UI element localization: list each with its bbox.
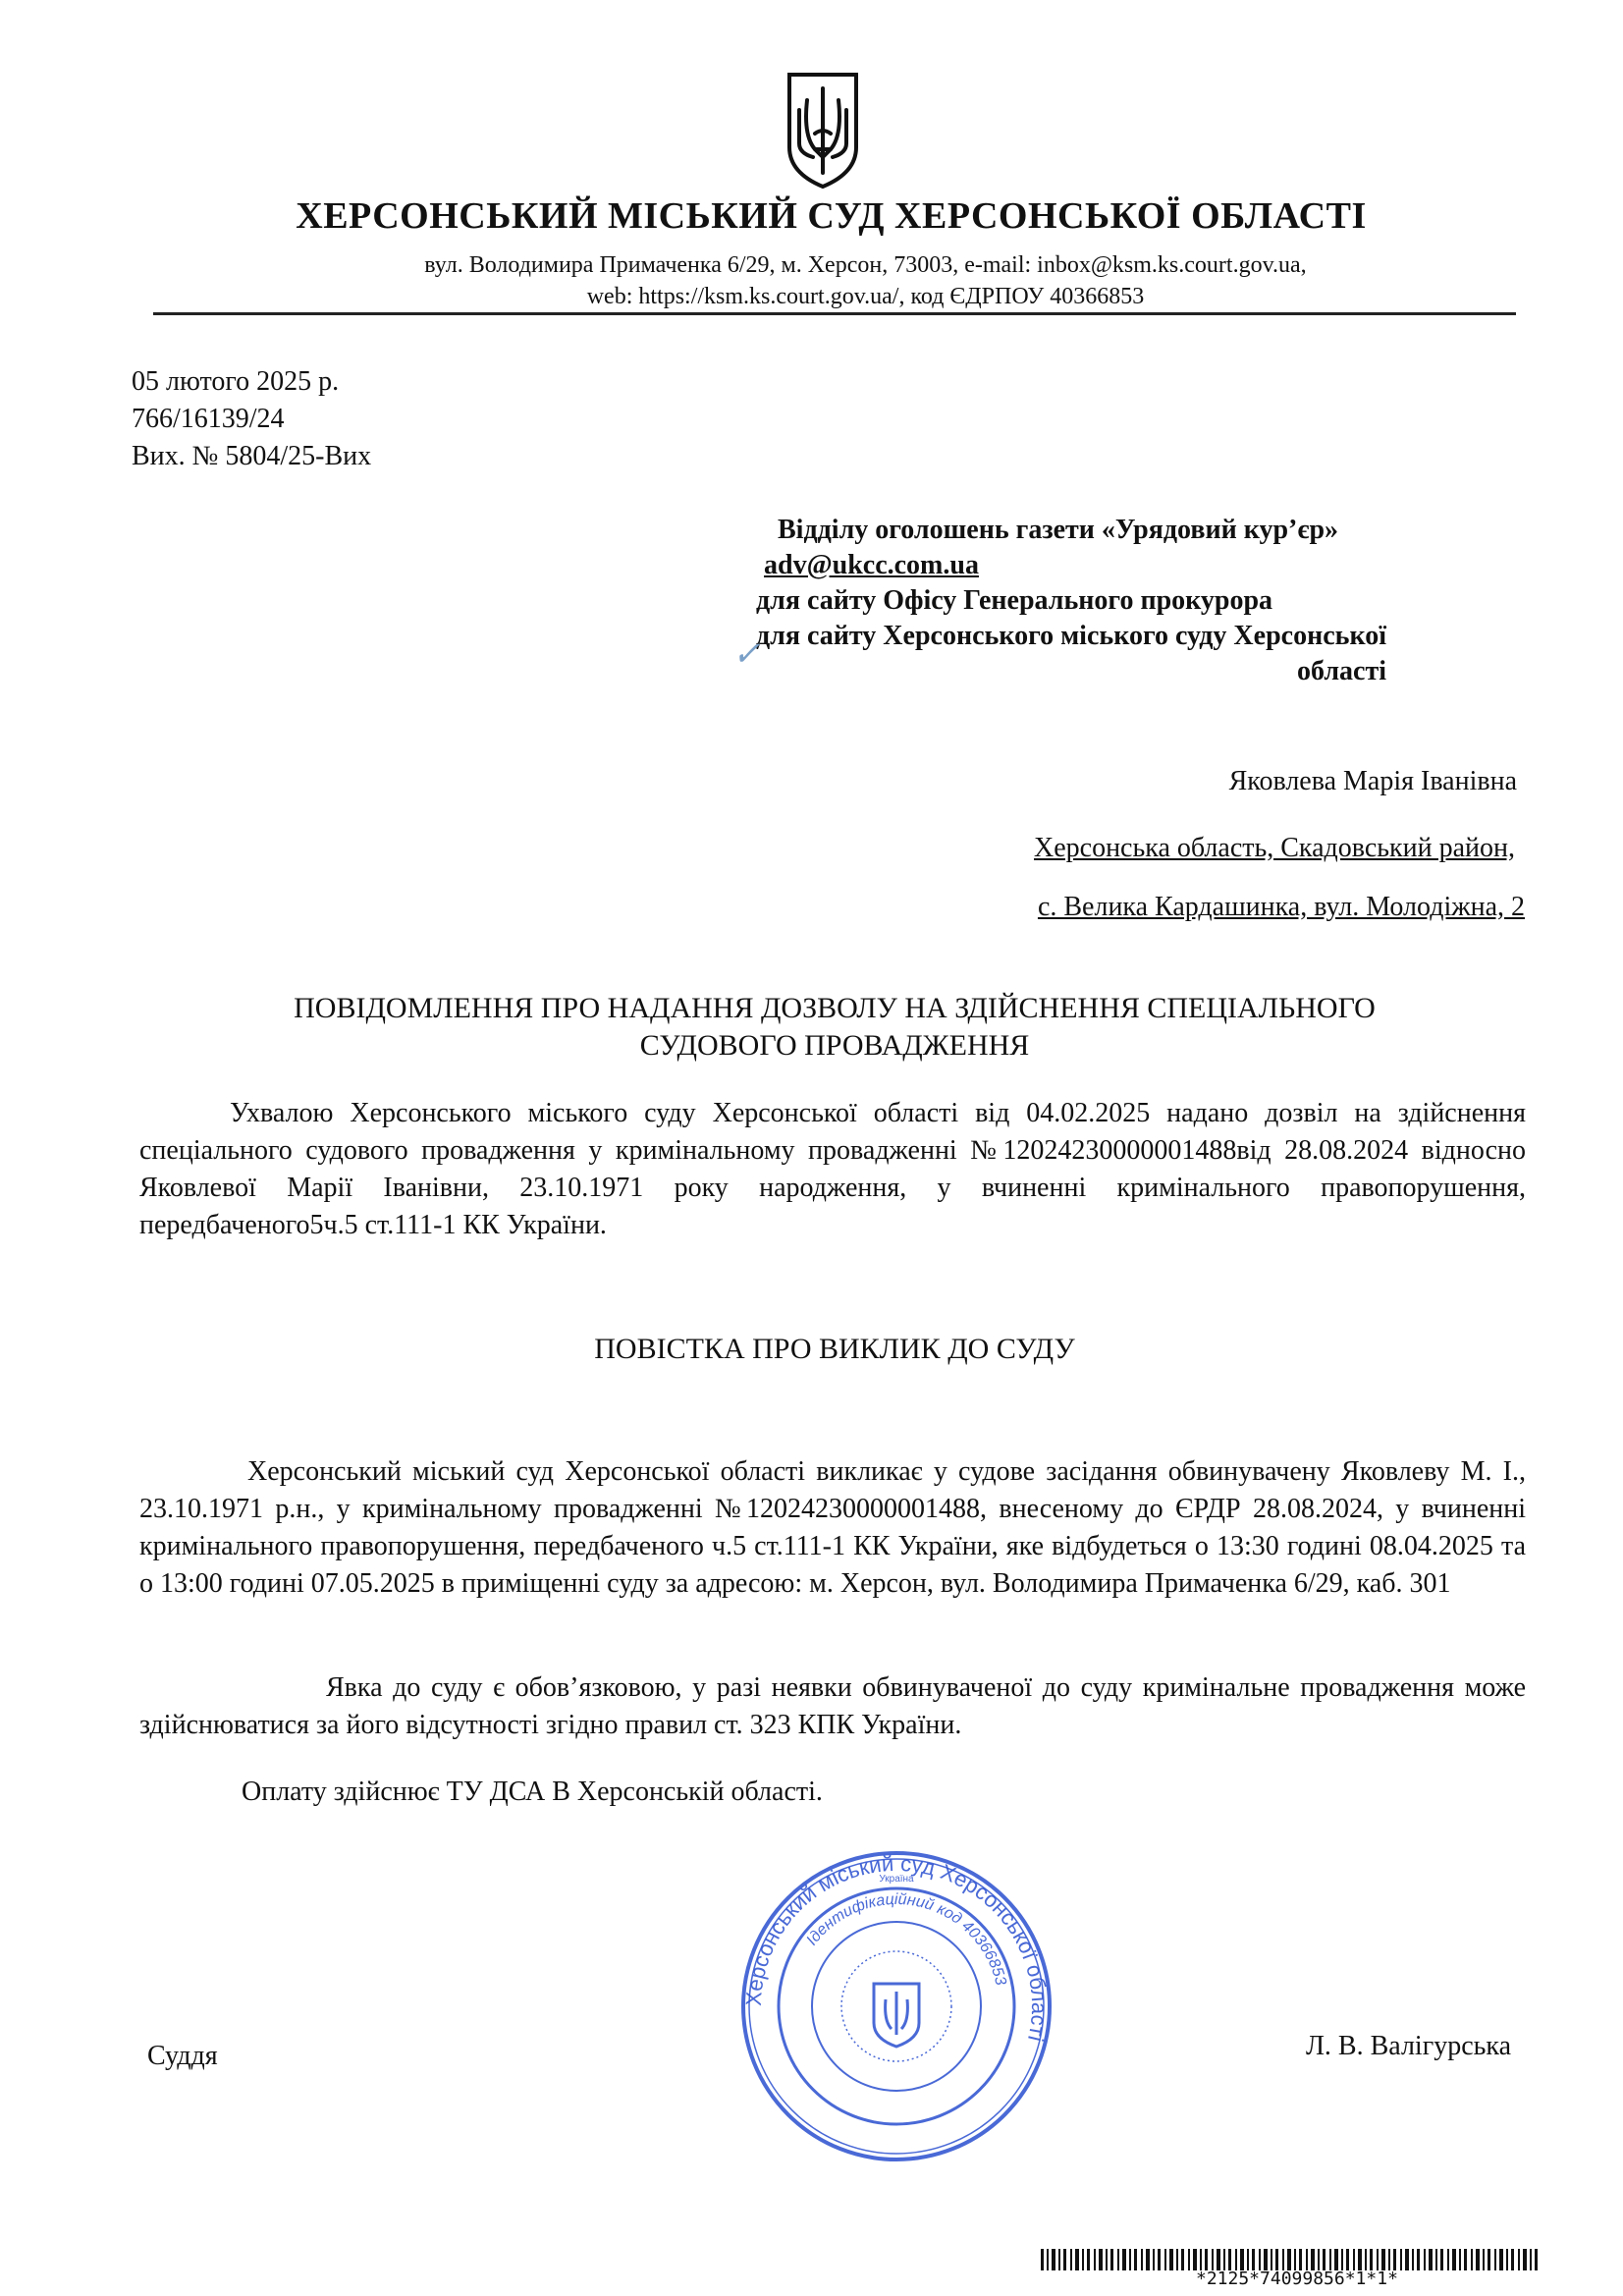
notice-title-line1: ПОВІДОМЛЕННЯ ПРО НАДАННЯ ДОЗВОЛУ НА ЗДІЙСНЕННЯ СПЕЦІАЛЬНОГО	[294, 992, 1376, 1024]
signature-role: Суддя	[147, 2041, 218, 2071]
notice-body: Ухвалою Херсонського міського суду Херсонської області від 04.02.2025 надано дозвіл на здійснення спеціального судового провадження у кримінальному провадженні №12024230000001488від 28.08.2024 відносно Яковлевої Марії Іванівни, 23.10.1971 року народження, у вчиненні кримінального правопорушення, передбаченого5ч.5 ст.111-1 КК України.	[139, 1098, 1526, 1240]
stamp-outer-text: Херсонський міський суд Херсонської області	[740, 1850, 1053, 2045]
recipient-address-line2: с. Велика Кардашинка, вул. Молодіжна, 2	[1037, 892, 1525, 922]
document-date: 05 лютого 2025 р.	[132, 366, 340, 397]
court-address-line1: вул. Володимира Примаченка 6/29, м. Херсон, 73003, e-mail: inbox@ksm.ks.court.gov.ua,	[424, 252, 1307, 278]
recipient-name: Яковлева Марія Іванівна	[1228, 766, 1517, 796]
summons-body: Херсонський міський суд Херсонської області викликає у судове засідання обвинувачену Яковлеву М. І., 23.10.1971 р.н., у кримінальному провадженні №12024230000001488, внесеному до ЄРДР 28.08.2024, у вчиненні кримінального правопорушення, передбаченого ч.5 ст.111-1 КК України, яке відбудеться о 13:30 годині 08.04.2025 та о 13:00 годині 07.05.2025 в приміщенні суду за адресою: м. Херсон, вул. Володимира Примаченка 6/29, каб. 301	[139, 1456, 1526, 1599]
addressee-email-link[interactable]: adv@ukcc.com.ua	[764, 550, 979, 580]
payment-note: Оплату здійснює ТУ ДСА В Херсонській області.	[242, 1777, 823, 1807]
coat-of-arms-icon	[785, 71, 860, 191]
court-name: ХЕРСОНСЬКИЙ МІСЬКИЙ СУД ХЕРСОНСЬКОЇ ОБЛАСТІ	[296, 195, 1367, 237]
addressee-newspaper: Відділу оголошень газети «Урядовий кур’єр»	[778, 515, 1339, 545]
court-seal-stamp	[738, 1848, 1055, 2164]
summons-title: ПОВІСТКА ПРО ВИКЛИК ДО СУДУ	[594, 1333, 1075, 1365]
addressee-court-site-cont: області	[1297, 656, 1386, 686]
document-meta	[132, 363, 371, 475]
stamp-inner-text: Ідентифікаційний код 40366853	[803, 1890, 1009, 1988]
notice-title-line2: СУДОВОГО ПРОВАДЖЕННЯ	[639, 1029, 1030, 1062]
case-number: 766/16139/24	[132, 404, 285, 434]
court-address	[0, 249, 1623, 312]
recipient-address-line1: Херсонська область, Скадовський район,	[1034, 833, 1515, 863]
addressee-court-site: для сайту Херсонського міського суду Херсонської	[756, 621, 1386, 651]
court-address-line2: web: https://ksm.ks.court.gov.ua/, код ЄДРПОУ 40366853	[586, 284, 1145, 309]
addressee-block	[756, 513, 1386, 689]
barcode-text: *2125*74099856*1*1*	[1196, 2269, 1398, 2289]
addressee-prosecutor-site: для сайту Офісу Генерального прокурора	[756, 585, 1273, 616]
barcode	[1041, 2249, 1540, 2270]
check-mark-icon: ✓	[732, 636, 761, 673]
signature-name: Л. В. Валігурська	[1305, 2031, 1511, 2061]
header-divider	[153, 312, 1516, 315]
stamp-side-text: Україна	[879, 1874, 914, 1885]
outgoing-number: Вих. № 5804/25-Вих	[132, 441, 372, 471]
attendance-note: Явка до суду є обов’язковою, у разі неявки обвинуваченої до суду кримінальне провадження може здійснюватися за його відсутності згідно правил ст. 323 КПК України.	[139, 1672, 1526, 1740]
